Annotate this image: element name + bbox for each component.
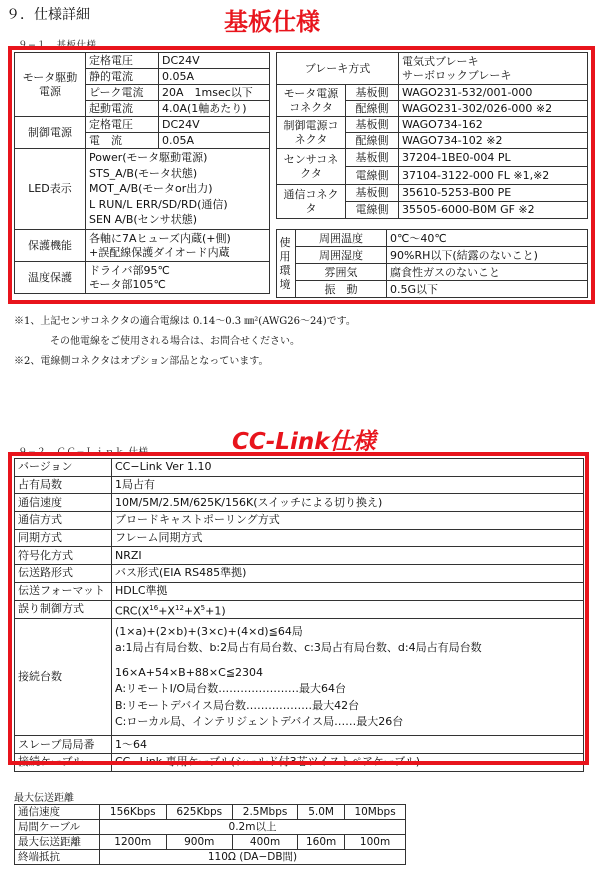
distance-key: 終端抵抗	[15, 850, 100, 865]
env-key: 振 動	[296, 281, 387, 298]
cclink-key: 接続ケーブル	[15, 753, 112, 771]
connector-part: WAGO734-162	[399, 117, 588, 133]
spec-key: 静的電流	[86, 69, 159, 85]
led-line: MOT_A/B(モータor出力)	[89, 182, 213, 196]
side-label: 基板側	[346, 85, 399, 101]
connector-part: 37104-3122-000 FL ※1,※2	[399, 167, 588, 185]
protection-line: 各軸に7Aヒューズ内蔵(+側)	[89, 231, 231, 245]
cclink-key: 通信方式	[15, 512, 112, 530]
cclink-value: NRZI	[112, 547, 584, 565]
led-label: LED表示	[15, 149, 86, 230]
speed-cell: 10Mbps	[345, 805, 406, 820]
distance-key: 局間ケーブル	[15, 820, 100, 835]
spec-value: DC24V	[159, 117, 270, 133]
protection-label: 保護機能	[15, 230, 86, 262]
spec-value: 4.0A(1軸あたり)	[159, 101, 270, 117]
speed-cell: 156Kbps	[100, 805, 167, 820]
led-line: L RUN/L ERR/SD/RD(通信)	[89, 197, 228, 211]
spec-key: 起動電流	[86, 101, 159, 117]
brake-line: 電気式ブレーキ	[402, 54, 479, 68]
terminator-value: 110Ω (DA−DB間)	[100, 850, 406, 865]
max-distance-cell: 900m	[166, 835, 233, 850]
led-line: Power(モータ駆動電源)	[89, 151, 208, 165]
temperature-line: モータ部105℃	[89, 277, 166, 291]
connect-line: B:リモートデバイス局台数‥‥‥‥‥‥‥‥‥最大42台	[115, 698, 360, 712]
cclink-value: ブロードキャストポーリング方式	[112, 512, 584, 530]
brake-label: ブレーキ方式	[277, 53, 399, 85]
cclink-key: バージョン	[15, 459, 112, 477]
env-key: 雰囲気	[296, 264, 387, 281]
motor-connector-label: モータ電源コネクタ	[277, 85, 346, 117]
section-title: ９．仕様詳細	[6, 7, 90, 23]
spec-key: 定格電圧	[86, 53, 159, 69]
sensor-connector-label: センサコネクタ	[277, 149, 346, 185]
max-distance-cell: 160m	[298, 835, 345, 850]
comm-connector-label: 通信コネクタ	[277, 185, 346, 219]
spec-value: 20A 1msec以下	[159, 85, 270, 101]
env-value: 0.5G以下	[387, 281, 588, 298]
speed-cell: 5.0M	[298, 805, 345, 820]
spec-key: 電 流	[86, 133, 159, 149]
control-power-group: 制御電源	[15, 117, 86, 149]
cclink-value: HDLC準拠	[112, 582, 584, 600]
board-spec-heading: 基板仕様	[224, 8, 320, 36]
env-key: 周囲湿度	[296, 247, 387, 264]
connect-line: a:1局占有局台数、b:2局占有局台数、c:3局占有局台数、d:4局占有局台数	[115, 641, 482, 655]
protection-line: +誤配線保護ダイオード内蔵	[89, 245, 230, 259]
side-label: 基板側	[346, 185, 399, 202]
cclink-key: 誤り制御方式	[15, 600, 112, 619]
side-label: 電線側	[346, 167, 399, 185]
env-key: 周囲温度	[296, 230, 387, 247]
max-distance-cell: 400m	[233, 835, 298, 850]
cclink-value: CC−Link 専用ケーブル(シールド付3芯ツイストペアケーブル)	[112, 753, 584, 771]
env-value: 腐食性ガスのないこと	[387, 264, 588, 281]
cclink-key: スレーブ局局番	[15, 736, 112, 754]
subsection-91-title: ９−１．基板仕様	[18, 40, 97, 51]
connect-line: (1×a)+(2×b)+(3×c)+(4×d)≦64局	[115, 624, 303, 638]
cclink-value: 10M/5M/2.5M/625K/156K(スイッチによる切り換え)	[112, 494, 584, 512]
max-distance-cell: 1200m	[100, 835, 167, 850]
spec-value: 0.05A	[159, 69, 270, 85]
connector-part: 35610-5253-B00 PE	[399, 185, 588, 202]
environment-label-text: 使用環境	[279, 235, 291, 291]
spec-key: ピーク電流	[86, 85, 159, 101]
motor-power-group: モータ駆動電源	[15, 53, 86, 117]
cclink-value: フレーム同期方式	[112, 529, 584, 547]
cclink-key: 符号化方式	[15, 547, 112, 565]
max-distance-cell: 100m	[345, 835, 406, 850]
cclink-crc-value: $CRC(X^{16}+X^{12}+X^5+1)$	[112, 600, 584, 619]
connect-line: A:リモートI/O局台数‥‥‥‥‥‥‥‥‥‥‥最大64台	[115, 682, 346, 696]
distance-key: 最大伝送距離	[15, 835, 100, 850]
cclink-key: 伝送路形式	[15, 565, 112, 583]
cclink-spec-heading: CC-Link仕様	[232, 429, 376, 455]
spec-value: DC24V	[159, 53, 270, 69]
distance-key: 通信速度	[15, 805, 100, 820]
cclink-spec-highlight	[8, 452, 589, 765]
connector-part: 35505-6000-B0M GF ※2	[399, 202, 588, 219]
speed-cell: 2.5Mbps	[233, 805, 298, 820]
note-1b: その他電線をご使用される場合は、お問合せください。	[50, 336, 300, 347]
distance-title: 最大伝送距離	[14, 793, 74, 804]
temperature-label: 温度保護	[15, 262, 86, 294]
speed-cell: 625Kbps	[166, 805, 233, 820]
spec-key: 定格電圧	[86, 117, 159, 133]
led-line: STS_A/B(モータ状態)	[89, 166, 198, 180]
spec-value: 0.05A	[159, 133, 270, 149]
connect-line: 16×A+54×B+88×C≦2304	[115, 665, 264, 679]
board-spec-highlight	[8, 46, 595, 304]
distance-table	[14, 804, 406, 865]
side-label: 配線側	[346, 101, 399, 117]
note-1: ※1、上記センサコネクタの適合電線は 0.14〜0.3 ㎜²(AWG26〜24)です。	[14, 316, 356, 327]
led-line: SEN A/B(センサ状態)	[89, 213, 198, 227]
cclink-key: 伝送フォーマット	[15, 582, 112, 600]
cclink-value: 1局占有	[112, 476, 584, 494]
side-label: 基板側	[346, 117, 399, 133]
connector-part: WAGO231-302/026-000 ※2	[399, 101, 588, 117]
cclink-key: 占有局数	[15, 476, 112, 494]
cclink-key: 同期方式	[15, 529, 112, 547]
side-label: 基板側	[346, 149, 399, 167]
side-label: 電線側	[346, 202, 399, 219]
env-value: 90%RH以下(結露のないこと)	[387, 247, 588, 264]
brake-line: サーボロックブレーキ	[402, 68, 512, 82]
connect-count-label: 接続台数	[15, 619, 112, 736]
connect-line: C:ローカル局、インテリジェントデバイス局‥‥‥最大26台	[115, 715, 404, 729]
side-label: 配線側	[346, 133, 399, 149]
connector-part: WAGO231-532/001-000	[399, 85, 588, 101]
note-2: ※2、電線側コネクタはオプション部品となっています。	[14, 356, 269, 367]
cclink-value: バス形式(EIA RS485準拠)	[112, 565, 584, 583]
cclink-value: 1〜64	[112, 736, 584, 754]
control-connector-label: 制御電源コネクタ	[277, 117, 346, 149]
cclink-key: 通信速度	[15, 494, 112, 512]
station-cable-value: 0.2m以上	[100, 820, 406, 835]
env-value: 0℃〜40℃	[387, 230, 588, 247]
subsection-92-title: ９−２．ＣＣ−Ｌｉｎｋ 仕様	[18, 447, 149, 458]
connector-part: WAGO734-102 ※2	[399, 133, 588, 149]
connector-part: 37204-1BE0-004 PL	[399, 149, 588, 167]
temperature-line: ドライバ部95℃	[89, 263, 170, 277]
cclink-value: CC−Link Ver 1.10	[112, 459, 584, 477]
